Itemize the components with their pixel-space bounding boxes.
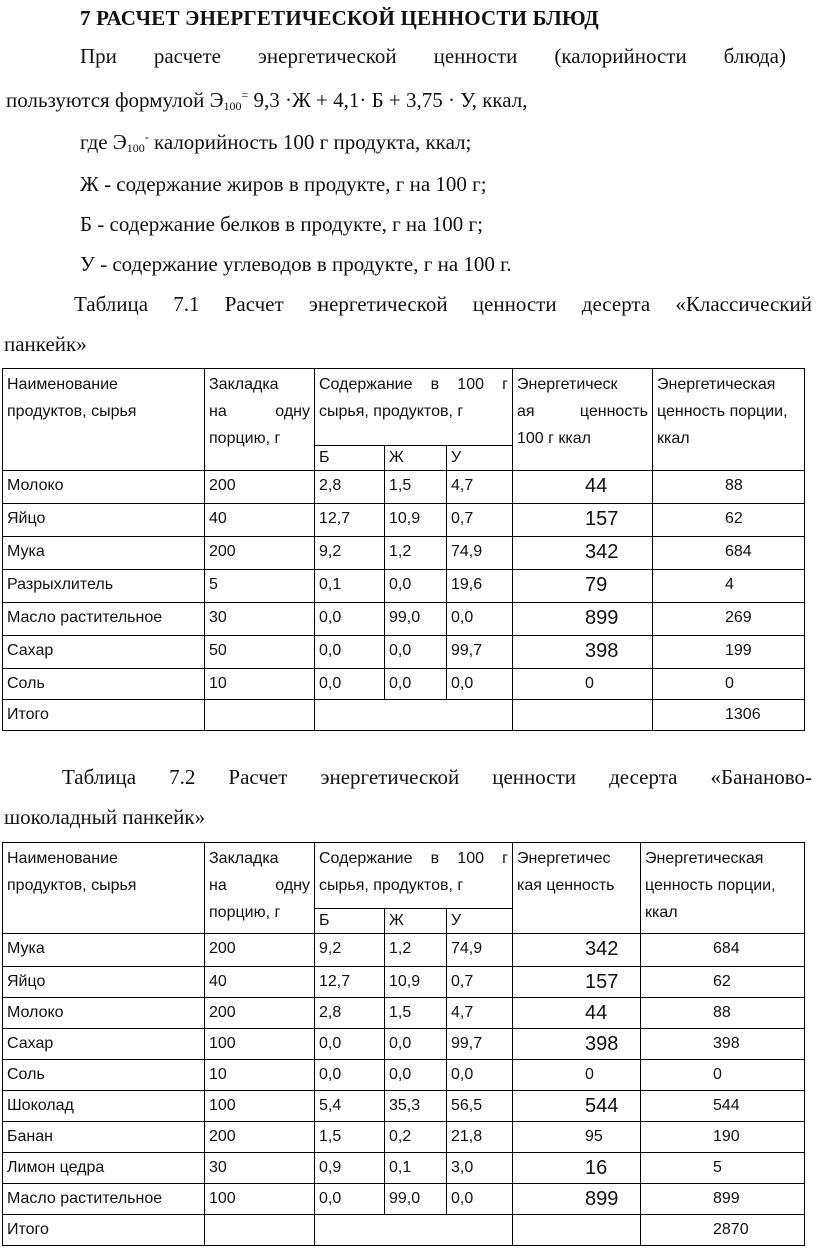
cell-name: Соль [3, 669, 205, 700]
definition-protein: Б - содержание белков в продукте, г на 100 г; [80, 212, 483, 236]
table1-header-content: Содержание в 100 г сырья, продуктов, г [315, 369, 513, 446]
table2-header-e100: Энергетичес кая ценность [513, 843, 641, 934]
cell-u: 4,7 [447, 471, 513, 504]
cell-name: Соль [3, 1060, 205, 1091]
table2-header-b: Б [315, 909, 385, 934]
table2-header-u: У [447, 909, 513, 934]
cell-b: 9,2 [315, 537, 385, 570]
cell-e100: 157 [513, 504, 653, 537]
cell-portion: 40 [205, 967, 315, 998]
cell-e100: 16 [513, 1153, 641, 1184]
cell-u: 99,7 [447, 1029, 513, 1060]
cell-u: 0,7 [447, 504, 513, 537]
cell-name: Банан [3, 1122, 205, 1153]
cell-e100: 44 [513, 471, 653, 504]
cell-eportion: 190 [641, 1122, 805, 1153]
cell-b: 12,7 [315, 504, 385, 537]
cell-e100: 342 [513, 537, 653, 570]
table1 [2, 368, 805, 731]
table1-header-name: Наименование продуктов, сырья [3, 369, 205, 471]
cell-eportion: 0 [641, 1060, 805, 1091]
cell-u: 0,0 [447, 1184, 513, 1215]
cell-u: 0,7 [447, 967, 513, 998]
cell-b: 0,0 [315, 603, 385, 636]
table-row [3, 998, 805, 1029]
cell-zh: 0,1 [385, 1153, 447, 1184]
cell-eportion: 62 [641, 967, 805, 998]
table-row [3, 1091, 805, 1122]
cell-eportion: 398 [641, 1029, 805, 1060]
table2-header-zh: Ж [385, 909, 447, 934]
cell-u: 0,0 [447, 669, 513, 700]
cell-zh: 1,2 [385, 537, 447, 570]
cell-name: Молоко [3, 998, 205, 1029]
table2-total-row [3, 1215, 805, 1246]
table1-header-zh: Ж [385, 446, 447, 471]
cell-u: 99,7 [447, 636, 513, 669]
cell-eportion: 4 [653, 570, 805, 603]
cell-portion: 30 [205, 1153, 315, 1184]
cell-portion: 10 [205, 1060, 315, 1091]
cell-e100: 157 [513, 967, 641, 998]
table-row [3, 934, 805, 967]
cell-zh: 1,2 [385, 934, 447, 967]
cell-e100: 342 [513, 934, 641, 967]
table-row [3, 1122, 805, 1153]
formula-where: где $Э_{100}^-$ калорийность 100 г продукта, ккал; [80, 130, 472, 155]
table1-total-value: 1306 [653, 700, 805, 731]
cell-b: 0,0 [315, 636, 385, 669]
cell-e100: 899 [513, 1184, 641, 1215]
cell-name: Мука [3, 537, 205, 570]
cell-eportion: 899 [641, 1184, 805, 1215]
cell-b: 0,9 [315, 1153, 385, 1184]
cell-zh: 0,0 [385, 570, 447, 603]
cell-e100: 899 [513, 603, 653, 636]
table-row [3, 1153, 805, 1184]
cell-eportion: 684 [653, 537, 805, 570]
cell-portion: 50 [205, 636, 315, 669]
cell-portion: 30 [205, 603, 315, 636]
table1-header-b: Б [315, 446, 385, 471]
table2-caption-line2: шоколадный панкейк» [4, 805, 206, 829]
cell-portion: 100 [205, 1184, 315, 1215]
cell-portion: 5 [205, 570, 315, 603]
table1-total-label: Итого [3, 700, 205, 731]
table2-total-label: Итого [3, 1215, 205, 1246]
cell-zh: 0,0 [385, 1060, 447, 1091]
cell-portion: 200 [205, 934, 315, 967]
table2-header-content: Содержание в 100 г сырья, продуктов, г [315, 843, 513, 909]
cell-u: 0,0 [447, 603, 513, 636]
cell-b: 0,0 [315, 1029, 385, 1060]
cell-eportion: 88 [653, 471, 805, 504]
table1-header-eportion: Энергетическая ценность порции, ккал [653, 369, 805, 471]
cell-u: 0,0 [447, 1060, 513, 1091]
cell-u: 74,9 [447, 537, 513, 570]
cell-portion: 200 [205, 998, 315, 1029]
cell-zh: 0,2 [385, 1122, 447, 1153]
cell-eportion: 199 [653, 636, 805, 669]
cell-zh: 1,5 [385, 471, 447, 504]
table-row [3, 669, 805, 700]
cell-portion: 100 [205, 1029, 315, 1060]
cell-e100: 398 [513, 636, 653, 669]
cell-b: 9,2 [315, 934, 385, 967]
cell-zh: 99,0 [385, 1184, 447, 1215]
cell-b: 0,0 [315, 1060, 385, 1091]
table1-header-portion: Закладка на одну порцию, г [205, 369, 315, 471]
table-row [3, 471, 805, 504]
cell-u: 19,6 [447, 570, 513, 603]
cell-zh: 0,0 [385, 1029, 447, 1060]
table-row [3, 1029, 805, 1060]
cell-eportion: 62 [653, 504, 805, 537]
cell-u: 74,9 [447, 934, 513, 967]
cell-u: 4,7 [447, 998, 513, 1029]
cell-e100: 95 [513, 1122, 641, 1153]
cell-name: Масло растительное [3, 1184, 205, 1215]
cell-zh: 0,0 [385, 669, 447, 700]
cell-name: Разрыхлитель [3, 570, 205, 603]
formula-line: пользуются формулой $Э_{100}^=$ 9,3 ·Ж + 4,1· Б + 3,75 · У, ккал, [6, 88, 528, 113]
cell-e100: 79 [513, 570, 653, 603]
cell-u: 3,0 [447, 1153, 513, 1184]
table-row [3, 1184, 805, 1215]
table1-caption-line2: панкейк» [4, 332, 87, 356]
cell-e100: 44 [513, 998, 641, 1029]
cell-zh: 10,9 [385, 504, 447, 537]
table-row [3, 967, 805, 998]
cell-b: 5,4 [315, 1091, 385, 1122]
cell-name: Масло растительное [3, 603, 205, 636]
table-row [3, 603, 805, 636]
cell-b: 2,8 [315, 471, 385, 504]
table1-caption: Таблица 7.1 Расчет энергетической ценности десерта «Классический [74, 292, 812, 316]
cell-b: 1,5 [315, 1122, 385, 1153]
cell-e100: 0 [513, 1060, 641, 1091]
cell-b: 12,7 [315, 967, 385, 998]
table1-header-e100: Энергетическ ая ценность 100 г ккал [513, 369, 653, 471]
cell-eportion: 88 [641, 998, 805, 1029]
cell-name: Яйцо [3, 504, 205, 537]
cell-portion: 200 [205, 537, 315, 570]
cell-eportion: 0 [653, 669, 805, 700]
cell-portion: 200 [205, 1122, 315, 1153]
cell-eportion: 544 [641, 1091, 805, 1122]
cell-zh: 1,5 [385, 998, 447, 1029]
cell-e100: 544 [513, 1091, 641, 1122]
cell-eportion: 5 [641, 1153, 805, 1184]
cell-eportion: 684 [641, 934, 805, 967]
intro-line-1: При расчете энергетической ценности (калорийности блюда) [80, 44, 786, 68]
cell-portion: 40 [205, 504, 315, 537]
cell-name: Яйцо [3, 967, 205, 998]
cell-name: Молоко [3, 471, 205, 504]
cell-zh: 35,3 [385, 1091, 447, 1122]
section-heading: 7 РАСЧЕТ ЭНЕРГЕТИЧЕСКОЙ ЦЕННОСТИ БЛЮД [80, 6, 599, 30]
table-row [3, 504, 805, 537]
cell-b: 0,0 [315, 669, 385, 700]
cell-zh: 99,0 [385, 603, 447, 636]
cell-zh: 10,9 [385, 967, 447, 998]
table-row [3, 570, 805, 603]
definition-fat: Ж - содержание жиров в продукте, г на 100 г; [80, 172, 487, 196]
cell-b: 0,0 [315, 1184, 385, 1215]
table2 [2, 842, 805, 1246]
cell-eportion: 269 [653, 603, 805, 636]
cell-name: Мука [3, 934, 205, 967]
cell-name: Шоколад [3, 1091, 205, 1122]
cell-u: 21,8 [447, 1122, 513, 1153]
cell-u: 56,5 [447, 1091, 513, 1122]
definition-carb: У - содержание углеводов в продукте, г на 100 г. [80, 252, 512, 276]
table2-caption: Таблица 7.2 Расчет энергетической ценности десерта «Бананово- [62, 765, 812, 789]
cell-b: 0,1 [315, 570, 385, 603]
cell-b: 2,8 [315, 998, 385, 1029]
cell-portion: 200 [205, 471, 315, 504]
cell-portion: 100 [205, 1091, 315, 1122]
cell-e100: 398 [513, 1029, 641, 1060]
cell-name: Сахар [3, 1029, 205, 1060]
table-row [3, 1060, 805, 1091]
table2-total-value: 2870 [641, 1215, 805, 1246]
cell-zh: 0,0 [385, 636, 447, 669]
cell-name: Сахар [3, 636, 205, 669]
table1-total-row [3, 700, 805, 731]
cell-e100: 0 [513, 669, 653, 700]
cell-name: Лимон цедра [3, 1153, 205, 1184]
table-row [3, 537, 805, 570]
cell-portion: 10 [205, 669, 315, 700]
table-row [3, 636, 805, 669]
table2-header-portion: Закладка на одну порцию, г [205, 843, 315, 934]
table1-header-u: У [447, 446, 513, 471]
table2-header-eportion: Энергетическая ценность порции, ккал [641, 843, 805, 934]
table2-header-name: Наименование продуктов, сырья [3, 843, 205, 934]
